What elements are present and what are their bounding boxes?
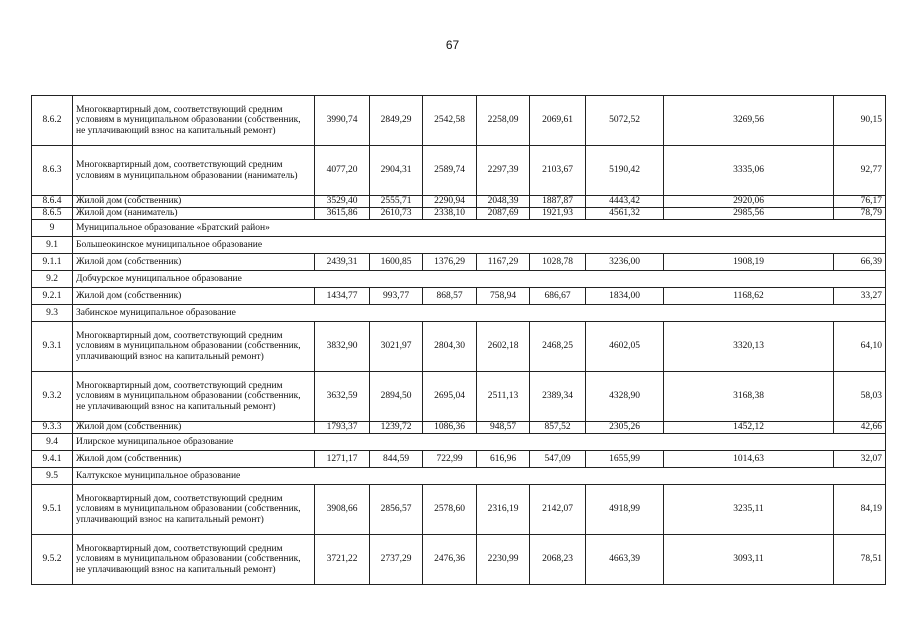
- housing-type: Жилой дом (собственник): [73, 451, 315, 468]
- row-code: 8.6.5: [32, 208, 73, 220]
- value-cell: 1887,87: [530, 196, 586, 208]
- row-code: 9.1.1: [32, 254, 73, 271]
- value-cell: 1014,63: [664, 451, 834, 468]
- value-cell: 66,39: [834, 254, 886, 271]
- housing-type: Жилой дом (собственник): [73, 196, 315, 208]
- value-cell: 4443,42: [586, 196, 664, 208]
- value-cell: 2695,04: [423, 372, 477, 422]
- table-row: [32, 451, 886, 468]
- table-row: [32, 208, 886, 220]
- section-row: [32, 220, 886, 237]
- value-cell: 2305,26: [586, 422, 664, 434]
- row-code: 9.3: [32, 305, 73, 322]
- value-cell: 2468,25: [530, 322, 586, 372]
- value-cell: 3093,11: [664, 535, 834, 585]
- row-code: 9.1: [32, 237, 73, 254]
- value-cell: 722,99: [423, 451, 477, 468]
- value-cell: 2985,56: [664, 208, 834, 220]
- row-code: 9.2.1: [32, 288, 73, 305]
- row-code: 9.4: [32, 434, 73, 451]
- value-cell: 5190,42: [586, 146, 664, 196]
- table-row: [32, 196, 886, 208]
- table-row: [32, 322, 886, 372]
- value-cell: 3908,66: [315, 485, 370, 535]
- value-cell: 78,51: [834, 535, 886, 585]
- value-cell: 4602,05: [586, 322, 664, 372]
- value-cell: 2511,13: [477, 372, 530, 422]
- value-cell: 2338,10: [423, 208, 477, 220]
- value-cell: 844,59: [370, 451, 423, 468]
- value-cell: 1452,12: [664, 422, 834, 434]
- value-cell: 5072,52: [586, 96, 664, 146]
- value-cell: 2894,50: [370, 372, 423, 422]
- value-cell: 64,10: [834, 322, 886, 372]
- value-cell: 3615,86: [315, 208, 370, 220]
- value-cell: 78,79: [834, 208, 886, 220]
- section-row: [32, 271, 886, 288]
- section-title: Калтукское муниципальное образование: [73, 468, 886, 485]
- table-row: [32, 288, 886, 305]
- value-cell: 1376,29: [423, 254, 477, 271]
- value-cell: 3335,06: [664, 146, 834, 196]
- section-row: [32, 305, 886, 322]
- value-cell: 2069,61: [530, 96, 586, 146]
- value-cell: 1655,99: [586, 451, 664, 468]
- value-cell: 1793,37: [315, 422, 370, 434]
- value-cell: 3632,59: [315, 372, 370, 422]
- value-cell: 1834,00: [586, 288, 664, 305]
- value-cell: 868,57: [423, 288, 477, 305]
- row-code: 9.5.2: [32, 535, 73, 585]
- table-row: [32, 535, 886, 585]
- housing-type: Многоквартирный дом, соответствующий средним условиям в муниципальном образовании (собственник, не уплачивающий взнос на капитальный ремонт): [73, 372, 315, 422]
- value-cell: 1239,72: [370, 422, 423, 434]
- value-cell: 3236,00: [586, 254, 664, 271]
- table-row: [32, 372, 886, 422]
- value-cell: 2258,09: [477, 96, 530, 146]
- value-cell: 3235,11: [664, 485, 834, 535]
- value-cell: 2555,71: [370, 196, 423, 208]
- value-cell: 4663,39: [586, 535, 664, 585]
- housing-type: Многоквартирный дом, соответствующий средним условиям в муниципальном образовании (наниматель): [73, 146, 315, 196]
- value-cell: 4561,32: [586, 208, 664, 220]
- row-code: 9.4.1: [32, 451, 73, 468]
- housing-type: Многоквартирный дом, соответствующий средним условиям в муниципальном образовании (собственник, не уплачивающий взнос на капитальный ремонт): [73, 535, 315, 585]
- value-cell: 2103,67: [530, 146, 586, 196]
- section-row: [32, 468, 886, 485]
- value-cell: 2389,34: [530, 372, 586, 422]
- value-cell: 2804,30: [423, 322, 477, 372]
- value-cell: 2048,39: [477, 196, 530, 208]
- row-code: 8.6.3: [32, 146, 73, 196]
- section-title: Муниципальное образование «Братский район»: [73, 220, 886, 237]
- value-cell: 1167,29: [477, 254, 530, 271]
- value-cell: 3529,40: [315, 196, 370, 208]
- value-cell: 2087,69: [477, 208, 530, 220]
- value-cell: 84,19: [834, 485, 886, 535]
- value-cell: 1908,19: [664, 254, 834, 271]
- value-cell: 3721,22: [315, 535, 370, 585]
- housing-type: Многоквартирный дом, соответствующий средним условиям в муниципальном образовании (собственник, уплачивающий взнос на капитальный ремонт): [73, 485, 315, 535]
- row-code: 9.3.1: [32, 322, 73, 372]
- row-code: 9.5.1: [32, 485, 73, 535]
- section-row: [32, 434, 886, 451]
- housing-type: Жилой дом (собственник): [73, 422, 315, 434]
- value-cell: 993,77: [370, 288, 423, 305]
- value-cell: 2142,07: [530, 485, 586, 535]
- value-cell: 1028,78: [530, 254, 586, 271]
- value-cell: 1600,85: [370, 254, 423, 271]
- value-cell: 2476,36: [423, 535, 477, 585]
- row-code: 8.6.4: [32, 196, 73, 208]
- value-cell: 2904,31: [370, 146, 423, 196]
- value-cell: 1434,77: [315, 288, 370, 305]
- housing-type: Многоквартирный дом, соответствующий средним условиям в муниципальном образовании (собственник, уплачивающий взнос на капитальный ремонт): [73, 322, 315, 372]
- value-cell: 2316,19: [477, 485, 530, 535]
- table-row: [32, 146, 886, 196]
- table-row: [32, 254, 886, 271]
- section-title: Забинское муниципальное образование: [73, 305, 886, 322]
- value-cell: 4328,90: [586, 372, 664, 422]
- value-cell: 1921,93: [530, 208, 586, 220]
- value-cell: 90,15: [834, 96, 886, 146]
- value-cell: 2290,94: [423, 196, 477, 208]
- value-cell: 3832,90: [315, 322, 370, 372]
- value-cell: 4077,20: [315, 146, 370, 196]
- value-cell: 948,57: [477, 422, 530, 434]
- value-cell: 42,66: [834, 422, 886, 434]
- value-cell: 2230,99: [477, 535, 530, 585]
- value-cell: 2068,23: [530, 535, 586, 585]
- row-code: 9: [32, 220, 73, 237]
- value-cell: 616,96: [477, 451, 530, 468]
- housing-type: Жилой дом (наниматель): [73, 208, 315, 220]
- row-code: 9.3.2: [32, 372, 73, 422]
- housing-type: Многоквартирный дом, соответствующий средним условиям в муниципальном образовании (собственник, не уплачивающий взнос на капитальный ремонт): [73, 96, 315, 146]
- value-cell: 32,07: [834, 451, 886, 468]
- section-title: Добчурское муниципальное образование: [73, 271, 886, 288]
- housing-type: Жилой дом (собственник): [73, 254, 315, 271]
- section-row: [32, 237, 886, 254]
- value-cell: 2602,18: [477, 322, 530, 372]
- table-body: [32, 96, 886, 585]
- value-cell: 2578,60: [423, 485, 477, 535]
- value-cell: 76,17: [834, 196, 886, 208]
- tariff-table: [31, 95, 886, 585]
- table-row: [32, 422, 886, 434]
- row-code: 9.5: [32, 468, 73, 485]
- value-cell: 2737,29: [370, 535, 423, 585]
- table-row: [32, 96, 886, 146]
- value-cell: 686,67: [530, 288, 586, 305]
- value-cell: 4918,99: [586, 485, 664, 535]
- section-title: Илирское муниципальное образование: [73, 434, 886, 451]
- value-cell: 3990,74: [315, 96, 370, 146]
- row-code: 9.3.3: [32, 422, 73, 434]
- value-cell: 547,09: [530, 451, 586, 468]
- section-title: Большеокинское муниципальное образование: [73, 237, 886, 254]
- value-cell: 92,77: [834, 146, 886, 196]
- value-cell: 3320,13: [664, 322, 834, 372]
- value-cell: 758,94: [477, 288, 530, 305]
- value-cell: 857,52: [530, 422, 586, 434]
- value-cell: 1086,36: [423, 422, 477, 434]
- table-row: [32, 485, 886, 535]
- value-cell: 1168,62: [664, 288, 834, 305]
- value-cell: 1271,17: [315, 451, 370, 468]
- value-cell: 3021,97: [370, 322, 423, 372]
- value-cell: 2297,39: [477, 146, 530, 196]
- row-code: 8.6.2: [32, 96, 73, 146]
- value-cell: 2849,29: [370, 96, 423, 146]
- value-cell: 3168,38: [664, 372, 834, 422]
- value-cell: 2439,31: [315, 254, 370, 271]
- value-cell: 2920,06: [664, 196, 834, 208]
- row-code: 9.2: [32, 271, 73, 288]
- value-cell: 2589,74: [423, 146, 477, 196]
- value-cell: 33,27: [834, 288, 886, 305]
- value-cell: 2856,57: [370, 485, 423, 535]
- value-cell: 3269,56: [664, 96, 834, 146]
- housing-type: Жилой дом (собственник): [73, 288, 315, 305]
- value-cell: 2542,58: [423, 96, 477, 146]
- value-cell: 58,03: [834, 372, 886, 422]
- page-number: 67: [445, 38, 460, 52]
- value-cell: 2610,73: [370, 208, 423, 220]
